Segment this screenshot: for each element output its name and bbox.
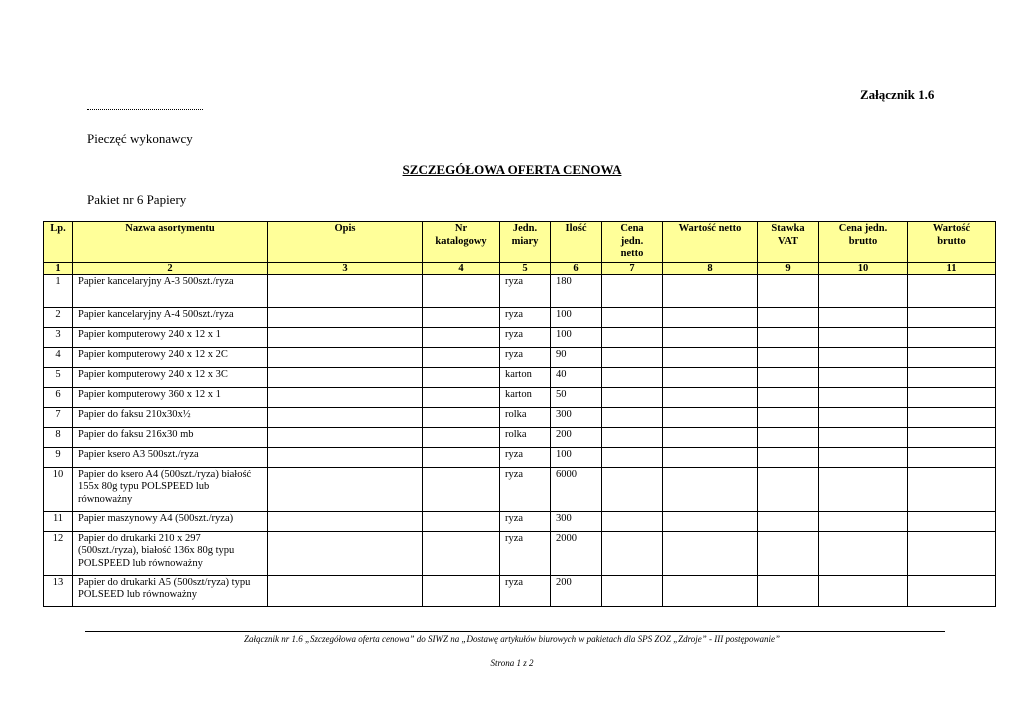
quantity-cell: 180 [551,274,602,307]
gross-value-cell [908,511,996,531]
catalog-number-cell [423,274,500,307]
quantity-cell: 200 [551,427,602,447]
table-row [44,347,996,367]
catalog-number-cell [423,307,500,327]
table-row [44,511,996,531]
gross-value-cell [908,531,996,575]
table-row [44,407,996,427]
column-number: 8 [663,262,758,274]
net-value-cell [663,447,758,467]
unit-cell: ryza [500,327,551,347]
unit-cell: ryza [500,575,551,606]
description-cell [268,387,423,407]
product-name-cell: Papier do drukarki 210 x 297 (500szt./ryza), białość 136x 80g typu POLSPEED lub równoważny [73,531,268,575]
gross-value-cell [908,575,996,606]
vat-rate-cell [758,531,819,575]
unit-gross-price-cell [819,407,908,427]
attachment-label: Załącznik 1.6 [860,87,935,102]
table-row [44,274,996,307]
unit-cell: karton [500,387,551,407]
description-cell [268,531,423,575]
unit-gross-price-cell [819,274,908,307]
vat-rate-cell [758,274,819,307]
catalog-number-cell [423,511,500,531]
catalog-number-cell [423,575,500,606]
vat-rate-cell [758,427,819,447]
description-cell [268,274,423,307]
table-header-row [44,222,996,263]
description-cell [268,307,423,327]
net-value-cell [663,327,758,347]
gross-value-cell [908,274,996,307]
table-row [44,387,996,407]
row-number-cell: 5 [44,367,73,387]
unit-gross-price-cell [819,447,908,467]
net-value-cell [663,511,758,531]
product-name-cell: Papier komputerowy 240 x 12 x 3C [73,367,268,387]
unit-cell: ryza [500,274,551,307]
quantity-cell: 100 [551,307,602,327]
unit-gross-price-cell [819,327,908,347]
column-header: Ilość [551,222,602,263]
catalog-number-cell [423,407,500,427]
unit-net-price-cell [602,575,663,606]
footer-divider [85,631,945,632]
description-cell [268,447,423,467]
table-row [44,367,996,387]
catalog-number-cell [423,531,500,575]
unit-net-price-cell [602,427,663,447]
stamp-dotted-line [87,109,203,110]
column-header: Nazwa asortymentu [73,222,268,263]
unit-cell: ryza [500,347,551,367]
net-value-cell [663,367,758,387]
row-number-cell: 4 [44,347,73,367]
product-name-cell: Papier do drukarki A5 (500szt/ryza) typu POLSEED lub równoważny [73,575,268,606]
unit-net-price-cell [602,467,663,511]
package-label: Pakiet nr 6 Papiery [87,192,187,207]
gross-value-cell [908,427,996,447]
catalog-number-cell [423,327,500,347]
catalog-number-cell [423,427,500,447]
row-number-cell: 2 [44,307,73,327]
unit-net-price-cell [602,347,663,367]
document-title: SZCZEGÓŁOWA OFERTA CENOWA [402,162,622,177]
quantity-cell: 100 [551,327,602,347]
column-number: 6 [551,262,602,274]
gross-value-cell [908,407,996,427]
column-number: 1 [44,262,73,274]
description-cell [268,467,423,511]
description-cell [268,575,423,606]
unit-gross-price-cell [819,387,908,407]
gross-value-cell [908,307,996,327]
unit-cell: ryza [500,511,551,531]
quantity-cell: 40 [551,367,602,387]
catalog-number-cell [423,347,500,367]
table-body [44,274,996,606]
unit-cell: ryza [500,467,551,511]
product-name-cell: Papier kancelaryjny A-3 500szt./ryza [73,274,268,307]
unit-net-price-cell [602,307,663,327]
unit-cell: ryza [500,307,551,327]
net-value-cell [663,531,758,575]
unit-gross-price-cell [819,307,908,327]
net-value-cell [663,387,758,407]
vat-rate-cell [758,367,819,387]
unit-net-price-cell [602,531,663,575]
vat-rate-cell [758,447,819,467]
quantity-cell: 90 [551,347,602,367]
unit-cell: ryza [500,531,551,575]
gross-value-cell [908,467,996,511]
vat-rate-cell [758,387,819,407]
vat-rate-cell [758,511,819,531]
column-number: 11 [908,262,996,274]
unit-gross-price-cell [819,575,908,606]
footer-text: Załącznik nr 1.6 „Szczegółowa oferta cenowa” do SIWZ na „Dostawę artykułów biurowych w pakietach dla SPS ZOZ „Zdroje” - III postępowanie” [243,634,781,644]
vat-rate-cell [758,467,819,511]
unit-cell: rolka [500,407,551,427]
row-number-cell: 12 [44,531,73,575]
table-row [44,447,996,467]
column-number: 9 [758,262,819,274]
net-value-cell [663,467,758,511]
product-name-cell: Papier maszynowy A4 (500szt./ryza) [73,511,268,531]
description-cell [268,407,423,427]
page-number: Strona 1 z 2 [490,658,534,668]
product-name-cell: Papier komputerowy 240 x 12 x 2C [73,347,268,367]
table-row [44,575,996,606]
catalog-number-cell [423,387,500,407]
product-name-cell: Papier do ksero A4 (500szt./ryza) białość 155x 80g typu POLSPEED lub równoważny [73,467,268,511]
quantity-cell: 300 [551,511,602,531]
quantity-cell: 200 [551,575,602,606]
unit-gross-price-cell [819,367,908,387]
gross-value-cell [908,327,996,347]
net-value-cell [663,274,758,307]
vat-rate-cell [758,347,819,367]
column-header: Wartość netto [663,222,758,263]
catalog-number-cell [423,467,500,511]
unit-net-price-cell [602,274,663,307]
column-number: 3 [268,262,423,274]
net-value-cell [663,427,758,447]
product-name-cell: Papier komputerowy 240 x 12 x 1 [73,327,268,347]
column-header: Lp. [44,222,73,263]
catalog-number-cell [423,367,500,387]
column-header: Wartość brutto [908,222,996,263]
table-row [44,327,996,347]
row-number-cell: 13 [44,575,73,606]
row-number-cell: 9 [44,447,73,467]
row-number-cell: 11 [44,511,73,531]
unit-net-price-cell [602,327,663,347]
row-number-cell: 10 [44,467,73,511]
quantity-cell: 2000 [551,531,602,575]
product-name-cell: Papier komputerowy 360 x 12 x 1 [73,387,268,407]
unit-net-price-cell [602,407,663,427]
vat-rate-cell [758,407,819,427]
row-number-cell: 8 [44,427,73,447]
row-number-cell: 3 [44,327,73,347]
column-header: Nr katalogowy [423,222,500,263]
description-cell [268,367,423,387]
price-offer-table [43,221,996,607]
unit-net-price-cell [602,367,663,387]
quantity-cell: 50 [551,387,602,407]
unit-gross-price-cell [819,467,908,511]
unit-cell: rolka [500,427,551,447]
unit-gross-price-cell [819,427,908,447]
table-row [44,467,996,511]
unit-cell: karton [500,367,551,387]
column-header: Cena jedn. netto [602,222,663,263]
table-row [44,307,996,327]
unit-net-price-cell [602,511,663,531]
gross-value-cell [908,387,996,407]
row-number-cell: 1 [44,274,73,307]
gross-value-cell [908,367,996,387]
description-cell [268,347,423,367]
row-number-cell: 7 [44,407,73,427]
unit-net-price-cell [602,387,663,407]
column-number: 10 [819,262,908,274]
net-value-cell [663,575,758,606]
column-number: 7 [602,262,663,274]
stamp-label: Pieczęć wykonawcy [87,131,193,146]
gross-value-cell [908,447,996,467]
column-number: 4 [423,262,500,274]
gross-value-cell [908,347,996,367]
description-cell [268,511,423,531]
unit-gross-price-cell [819,347,908,367]
unit-gross-price-cell [819,531,908,575]
description-cell [268,327,423,347]
column-header: Stawka VAT [758,222,819,263]
quantity-cell: 6000 [551,467,602,511]
table-row [44,531,996,575]
vat-rate-cell [758,327,819,347]
unit-gross-price-cell [819,511,908,531]
unit-cell: ryza [500,447,551,467]
column-header: Jedn. miary [500,222,551,263]
net-value-cell [663,307,758,327]
unit-net-price-cell [602,447,663,467]
table-row [44,427,996,447]
vat-rate-cell [758,575,819,606]
column-header: Opis [268,222,423,263]
table-column-number-row [44,262,996,274]
vat-rate-cell [758,307,819,327]
quantity-cell: 300 [551,407,602,427]
product-name-cell: Papier ksero A3 500szt./ryza [73,447,268,467]
catalog-number-cell [423,447,500,467]
quantity-cell: 100 [551,447,602,467]
product-name-cell: Papier do faksu 210x30x½ [73,407,268,427]
column-header: Cena jedn. brutto [819,222,908,263]
product-name-cell: Papier kancelaryjny A-4 500szt./ryza [73,307,268,327]
description-cell [268,427,423,447]
net-value-cell [663,407,758,427]
row-number-cell: 6 [44,387,73,407]
column-number: 2 [73,262,268,274]
column-number: 5 [500,262,551,274]
product-name-cell: Papier do faksu 216x30 mb [73,427,268,447]
net-value-cell [663,347,758,367]
